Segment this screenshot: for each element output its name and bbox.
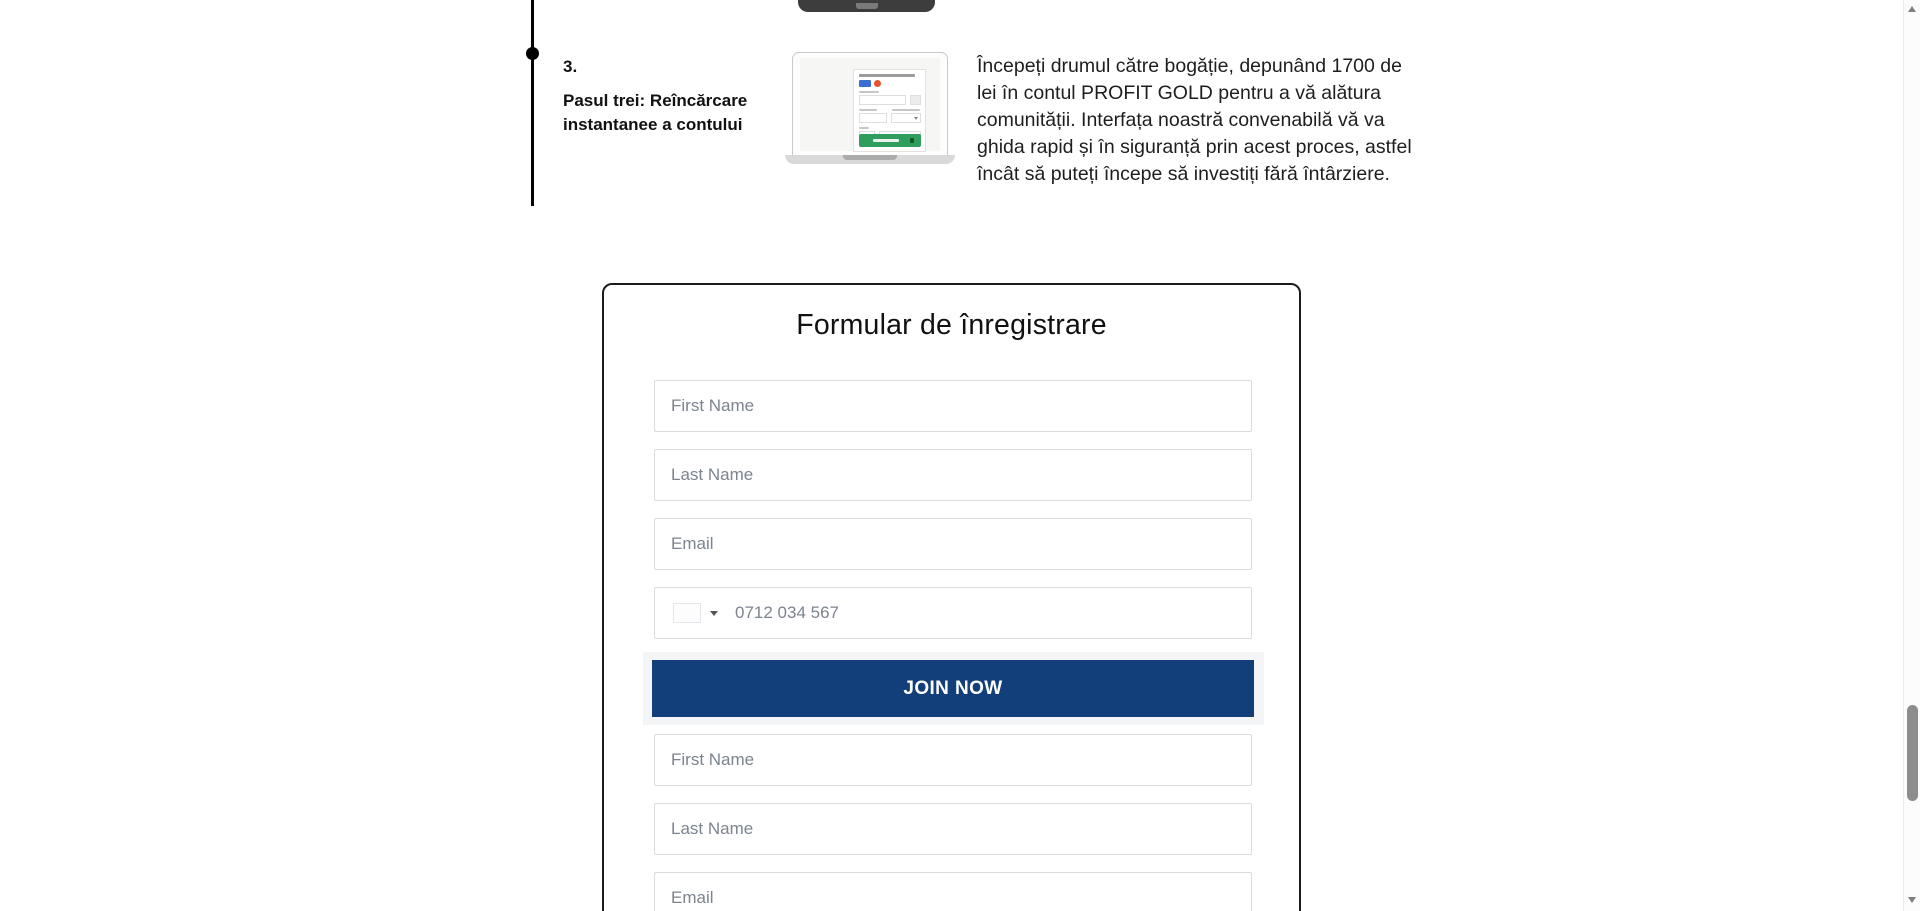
mini-card-number-field xyxy=(859,95,906,105)
step-number: 3. xyxy=(563,57,578,76)
visa-badge-icon xyxy=(859,80,871,87)
mini-lock-icon xyxy=(910,138,914,143)
phone-field[interactable] xyxy=(654,587,1252,639)
timeline-step xyxy=(563,56,768,137)
mini-green-submit-button xyxy=(859,134,921,147)
mini-expiry-field xyxy=(859,113,887,123)
first-name-input-secondary[interactable] xyxy=(654,734,1252,786)
mastercard-badge-icon xyxy=(874,80,881,87)
previous-laptop-image-bottom xyxy=(798,0,935,12)
last-name-input[interactable] xyxy=(654,449,1252,501)
laptop-illustration xyxy=(792,52,948,155)
phone-number-input[interactable] xyxy=(718,588,1251,638)
mini-button-text-bar xyxy=(873,139,899,142)
mini-gray-box xyxy=(910,95,921,105)
email-input-secondary[interactable] xyxy=(654,872,1252,911)
timeline-line xyxy=(531,0,534,206)
join-now-button[interactable]: JOIN NOW xyxy=(652,660,1254,717)
mini-label xyxy=(859,109,877,111)
mini-label xyxy=(859,91,879,93)
step-description: Începeți drumul către bogăție, depunând 1700 de lei în contul PROFIT GOLD pentru a vă alătura comunității. Interfața noastră convenabilă vă va ghida rapid și în siguranță prin acest proces, astfel încât să puteți începe să investiți fără întârziere. xyxy=(977,55,1412,185)
laptop-notch xyxy=(856,3,878,9)
scroll-down-arrow-icon[interactable] xyxy=(1908,897,1916,903)
last-name-input-secondary[interactable] xyxy=(654,803,1252,855)
laptop-base xyxy=(785,155,955,164)
vertical-scrollbar[interactable] xyxy=(1903,0,1920,911)
mini-title-bar xyxy=(859,74,915,77)
mini-label xyxy=(892,109,920,111)
timeline-step-dot xyxy=(526,47,539,60)
step-title: Pasul trei: Reîncărcare instantanee a contului xyxy=(563,90,748,135)
chevron-down-icon[interactable] xyxy=(710,611,718,616)
scrollbar-thumb[interactable] xyxy=(1907,705,1918,801)
email-input[interactable] xyxy=(654,518,1252,570)
mini-caret-icon xyxy=(914,117,918,120)
country-flag-icon[interactable] xyxy=(673,603,701,623)
mini-label xyxy=(859,127,869,129)
laptop-base-notch xyxy=(843,155,897,160)
form-title: Formular de înregistrare xyxy=(796,309,1107,341)
laptop-screen xyxy=(800,58,940,151)
registration-form-card xyxy=(602,283,1301,911)
laptop-deposit-form-graphic xyxy=(853,69,926,152)
first-name-input[interactable] xyxy=(654,380,1252,432)
scroll-up-arrow-icon[interactable] xyxy=(1908,6,1916,12)
